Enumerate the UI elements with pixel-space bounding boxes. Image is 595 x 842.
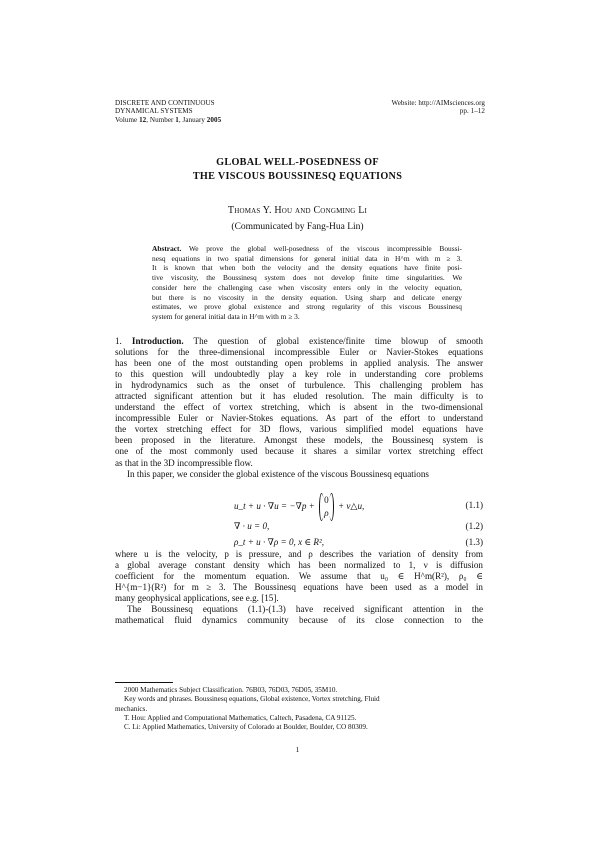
body-line: the vortex stretching effect for 3D flows, various simplified model equations have [115, 424, 483, 435]
body-line: has been one of the most outstanding open problems in applied analysis. The answer [115, 358, 483, 369]
abstract [152, 244, 462, 322]
communicated-by: (Communicated by Fang-Hua Lin) [231, 222, 364, 232]
body-line: H^{m−1}(R²) for m ≥ 3. The Boussinesq equations have been used as a model in [115, 582, 483, 593]
section-number: 1. [115, 336, 122, 346]
abstract-line: It is known that when both the velocity and the density equations have finite posi- [152, 263, 462, 273]
abstract-label: Abstract. [152, 244, 182, 253]
footnote-divider [115, 682, 173, 683]
body-line: attracted significant attention but it has eluded resolution. The main difficulty is to [115, 391, 483, 402]
body-line: where u is the velocity, p is pressure, and ρ describes the variation of density from [115, 549, 483, 559]
body-line: as that in the 3D incompressible flow. [115, 457, 253, 468]
journal-name-line2: DYNAMICAL SYSTEMS [115, 107, 193, 116]
msc-classification: 2000 Mathematics Subject Classification. 76B03, 76D03, 76D05, 35M10. [124, 686, 338, 694]
body-text: The question of global existence/finite time blowup of smooth [193, 336, 483, 346]
body-line: incompressible Euler or Navier-Stokes equations. As part of the effort to understand [115, 413, 483, 424]
body-line: many geophysical applications, see e.g. [15]. [115, 593, 279, 604]
section-title: Introduction. [131, 336, 184, 346]
keywords-continued: mechanics. [115, 704, 148, 713]
affiliation-hou: T. Hou: Applied and Computational Mathematics, Caltech, Pasadena, CA 91125. [124, 713, 357, 722]
equation-number: (1.3) [465, 537, 483, 547]
keywords: Key words and phrases. Boussinesq equations, Global existence, Vortex stretching, Fluid [124, 695, 380, 704]
body-line: The Boussinesq equations (1.1)-(1.3) have received significant attention in the [127, 604, 483, 615]
title-line-1: GLOBAL WELL-POSEDNESS OF [216, 157, 379, 168]
abstract-line: estimates, we prove global existence and strong regularity of this viscous Boussinesq [152, 302, 462, 312]
equation-lhs: u_t + u · ∇u = −∇p + [234, 501, 315, 512]
vector-entry: ρ [324, 508, 329, 518]
equation-number: (1.2) [465, 521, 483, 531]
body-line: been proposed in the literature. Amongst these models, the Boussinesq system is [115, 435, 483, 446]
page-number: 1 [295, 745, 300, 754]
paragraph-3 [115, 549, 483, 626]
abstract-line [152, 244, 462, 254]
equation-expr: ρ_t + u · ∇ρ = 0, x ∈ R², [234, 537, 325, 547]
equation-rhs: + ν△u, [337, 501, 365, 512]
abstract-line: tive viscosity, the Boussinesq system does not develop finite time singularities. We [152, 273, 462, 283]
body-line: one of the most commonly used because it shares a similar vortex stretching effect [115, 446, 483, 457]
journal-website-block [392, 99, 485, 116]
body-line: mathematical fluid dynamics community because of its close connection to the [115, 615, 483, 626]
body-line: In this paper, we consider the global existence of the viscous Boussinesq equations [127, 468, 429, 479]
journal-header [115, 99, 221, 124]
equation-expr [234, 494, 364, 520]
equation-1-1 [115, 492, 483, 520]
intro-paragraph-1 [115, 336, 483, 480]
body-line: understand the effect of vortex stretching, which is absent in the two-dimensional [115, 402, 483, 413]
body-line: in hydrodynamics such as the onset of turbulence. This challenging problem has [115, 380, 483, 391]
abstract-line: but there is no viscosity in the density equation. Using sharp and delicate energy [152, 292, 462, 302]
equation-expr: ∇ · u = 0, [234, 521, 270, 531]
equation-1-2 [115, 521, 483, 535]
page-range: pp. 1–12 [459, 107, 485, 116]
body-line: a global average constant density which has been normalized to 1, ν is diffusion [115, 560, 483, 571]
body-line [115, 336, 483, 347]
vector-entry: 0 [324, 495, 329, 505]
journal-website: Website: http://AIMsciences.org [391, 99, 485, 107]
abstract-line: consider here the challenging case when viscosity enters only in the velocity equation, [152, 282, 462, 292]
volume-info: Volume 12, Number 1, January 2005 [115, 115, 222, 124]
title-line-2: THE VISCOUS BOUSSINESQ EQUATIONS [192, 171, 403, 182]
vector-column [319, 494, 334, 520]
paper-title [0, 156, 595, 184]
body-line: to this question will undoubtedly play a key role in understanding core problems [115, 369, 483, 380]
equation-number: (1.1) [465, 500, 483, 510]
abstract-line: system for general initial data in H^m with m ≥ 3. [152, 312, 300, 322]
abstract-text: We prove the global well-posedness of the viscous incompressible Boussi- [188, 244, 462, 253]
footnotes [115, 686, 483, 732]
abstract-line: nesq equations in two spatial dimensions for general initial data in H^m with m ≥ 3. [152, 253, 462, 263]
body-line: solutions for the three-dimensional incompressible Euler or Navier-Stokes equations [115, 347, 483, 358]
body-line: coefficient for the momentum equation. We assume that u₀ ∈ H^m(R²), ρ₀ ∈ [115, 571, 483, 582]
affiliation-li: C. Li: Applied Mathematics, University of Colorado at Boulder, Boulder, CO 80309. [124, 723, 368, 732]
journal-name-line1: DISCRETE AND CONTINUOUS [115, 99, 215, 107]
authors: Thomas Y. Hou and Congming Li [227, 205, 368, 216]
